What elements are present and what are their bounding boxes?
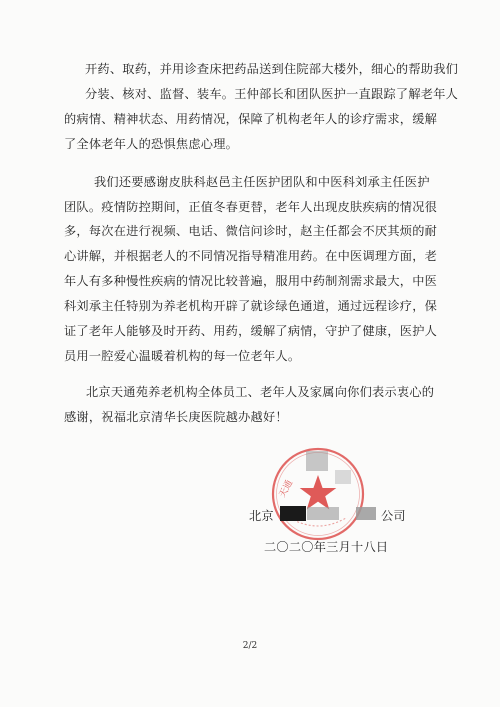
text-line: 北京天通苑养老机构全体员工、老年人及家属向你们表示衷心的 (86, 385, 435, 399)
signature-org-suffix: 公司 (381, 509, 406, 523)
text-line: 感谢，祝福北京清华长庚医院越办越好！ (64, 410, 288, 424)
seal-redaction-top (306, 451, 328, 471)
seal-redaction-right (335, 470, 351, 484)
text-line: 分装、核对、监督、装车。王仲部长和团队医护一直跟踪了解老年人 (85, 87, 459, 101)
signature-org-prefix: 北京 (249, 509, 274, 523)
seal-star-icon (300, 475, 337, 510)
text-line: 多，每次在进行视频、电话、微信问诊时，赵主任都会不厌其烦的耐 (64, 224, 438, 238)
text-line: 了全体老年人的恐惧焦虑心理。 (64, 137, 239, 151)
page-number: 2/2 (242, 641, 258, 651)
text-line: 科刘承主任特别为养老机构开辟了就诊绿色通道，通过远程诊疗，保 (64, 299, 438, 313)
org-name-redaction (280, 506, 306, 521)
text-line: 年人有多种慢性疾病的情况比较普遍，服用中药制剂需求最大，中医 (64, 274, 438, 288)
seal-visible-text: 天通 (277, 478, 296, 500)
text-line: 的病情、精神状态、用药情况，保障了机构老年人的诊疗需求，缓解 (64, 112, 438, 126)
text-line: 证了老年人能够及时开药、用药，缓解了病情，守护了健康，医护人 (64, 324, 438, 338)
org-name-redaction-3 (356, 507, 376, 520)
text-line: 我们还要感谢皮肤科赵邑主任医护团队和中医科刘承主任医护 (94, 175, 430, 189)
signature-date: 二〇二〇年三月十八日 (264, 540, 389, 554)
text-line: 团队。疫情防控期间，正值冬春更替，老年人出现皮肤疾病的情况很 (64, 200, 438, 214)
text-line: 开药、取药，并用诊查床把药品送到住院部大楼外，细心的帮助我们 (85, 62, 459, 76)
text-line: 心讲解，并根据老人的不同情况指导精准用药。在中医调理方面，老 (64, 249, 438, 263)
org-name-redaction-2 (307, 507, 339, 520)
text-line: 员用一腔爱心温暖着机构的每一位老年人。 (64, 349, 301, 363)
